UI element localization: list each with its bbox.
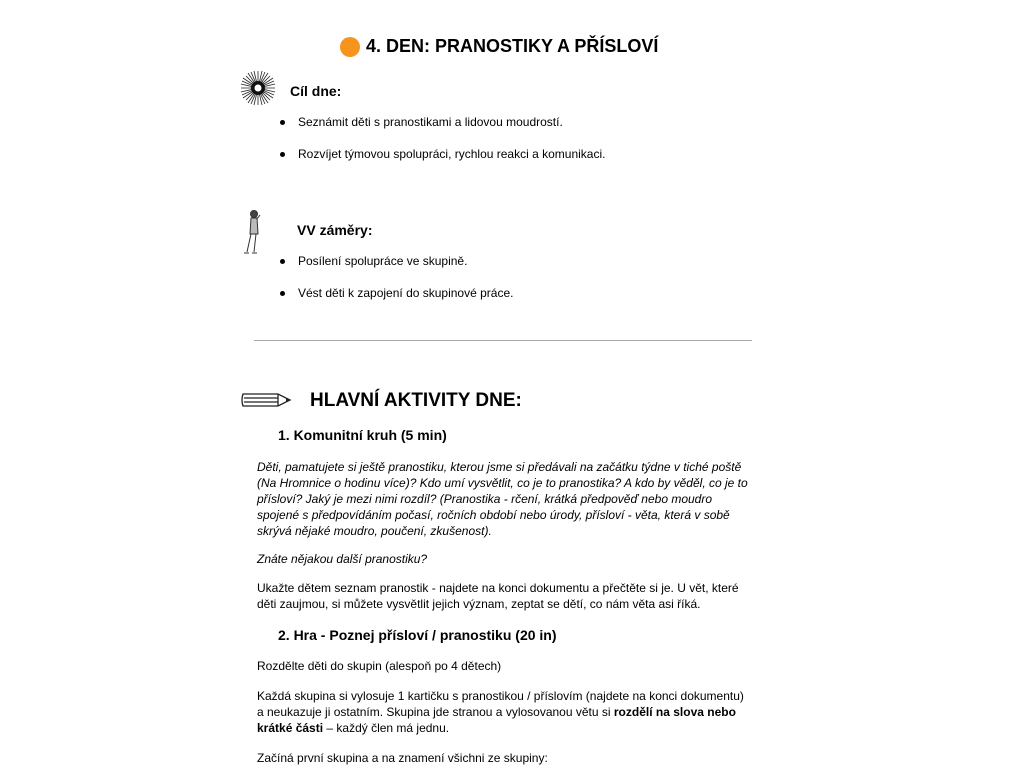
standing-person-icon bbox=[241, 208, 265, 256]
vv-heading: VV záměry: bbox=[297, 222, 373, 238]
activity-1-heading: 1. Komunitní kruh (5 min) bbox=[278, 427, 447, 443]
goals-heading: Cíl dne: bbox=[290, 83, 342, 99]
activity-1-instructions: Ukažte dětem seznam pranostik - najdete na konci dokumentu a přečtěte si je. U vět, které děti zaujmou, si můžete vysvětlit jejich význam, zeptat se dětí, co nám věta asi říká. bbox=[257, 581, 739, 611]
page-title bbox=[340, 36, 658, 57]
page-title-text: 4. DEN: PRANOSTIKY A PŘÍSLOVÍ bbox=[366, 36, 659, 56]
goals-item: Rozvíjet týmovou spolupráci, rychlou reakci a komunikaci. bbox=[280, 147, 605, 161]
sunburst-icon bbox=[240, 70, 276, 106]
bullet-icon bbox=[280, 152, 285, 157]
activity-2-rules: Každá skupina si vylosuje 1 kartičku s pranostikou / příslovím (najdete na konci dokumentu) a neukazuje ji ostatním. Skupina jde stranou a vylosovanou větu si rozdělí na slova nebo krátké části – každý člen má jednu. bbox=[257, 689, 744, 735]
bullet-icon bbox=[280, 291, 285, 296]
activity-2-start: Začíná první skupina a na znamení všichni ze skupiny: bbox=[257, 751, 548, 765]
pencil-icon bbox=[240, 390, 292, 410]
section-divider bbox=[254, 340, 752, 341]
activity-1-question: Znáte nějakou další pranostiku? bbox=[257, 552, 428, 566]
main-activities-heading: HLAVNÍ AKTIVITY DNE: bbox=[310, 390, 522, 411]
activity-2-groups: Rozdělte děti do skupin (alespoň po 4 dětech) bbox=[257, 659, 502, 673]
bullet-icon bbox=[280, 120, 285, 125]
vv-item: Vést děti k zapojení do skupinové práce. bbox=[280, 286, 513, 300]
orange-circle-icon bbox=[340, 37, 360, 57]
vv-item: Posílení spolupráce ve skupině. bbox=[280, 254, 467, 268]
activity-2-heading: 2. Hra - Poznej přísloví / pranostiku (20 in) bbox=[278, 627, 557, 643]
activity-1-intro-paragraph: Děti, pamatujete si ještě pranostiku, kterou jsme si předávali na začátku týdne v tiché poště (Na Hromnice o hodinu více)? Kdo umí vysvětlit, co je to pranostika? A kdo by věděl, co je to přísloví? Jaký je mezi nimi rozdíl? (Pranostika - rčení, krátká předpověď nebo moudro spojené s předpovídáním počasí, ročních období nebo úrody, přísloví - věta, která v sobě skrývá nějaké moudro, poučení, zkušenost). bbox=[257, 460, 748, 538]
goals-item: Seznámit děti s pranostikami a lidovou moudrostí. bbox=[280, 115, 563, 129]
bullet-icon bbox=[280, 259, 285, 264]
